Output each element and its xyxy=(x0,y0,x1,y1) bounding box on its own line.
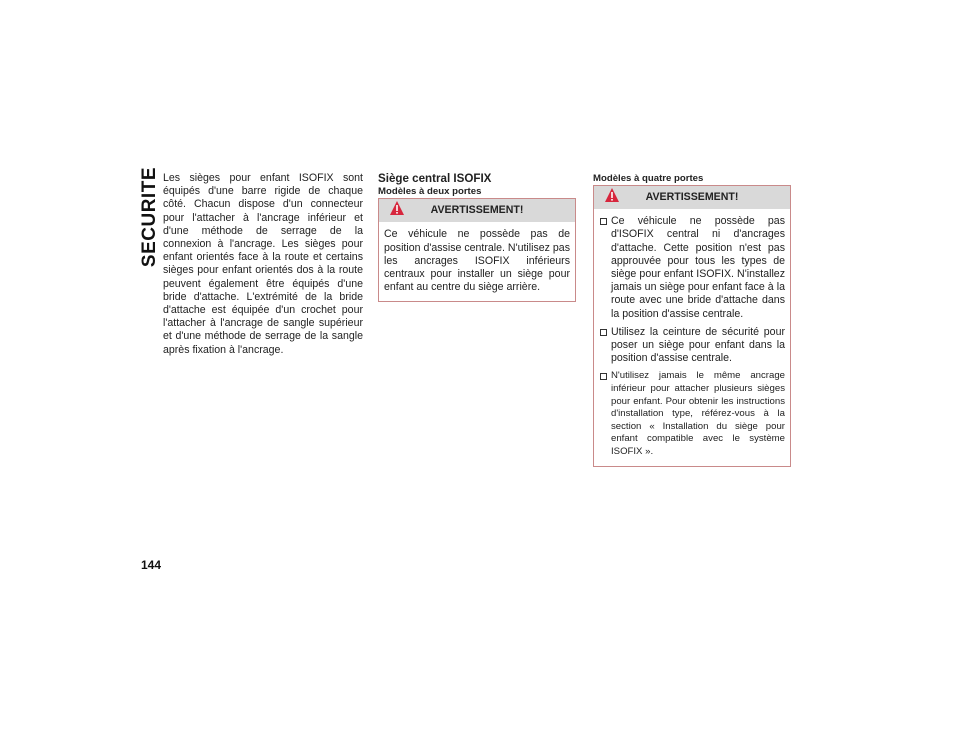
square-bullet-icon xyxy=(600,218,607,225)
warning-item-text: Utilisez la ceinture de sécurité pour poser un siège pour enfant dans la position d'assise centrale. xyxy=(611,325,785,365)
page-number: 144 xyxy=(141,558,162,572)
warning-list-item xyxy=(599,370,785,458)
intro-paragraph: Les sièges pour enfant ISOFIX sont équipés d'une barre rigide de chaque côté. Chacun dispose d'un connecteur pour l'attacher à l'ancrage inférieur et d'une méthode de serrage de la connexion à l'ancrage. Les sièges pour enfant orientés face à la route et certains sièges pour enfant orientés dos à la route peuvent également être équipés d'une bride d'attache. L'extrémité de la bride d'attache est équipée d'un crochet pour l'attacher à l'ancrage de sangle supérieur et d'une méthode de serrage de la sangle après fixation à l'ancrage. xyxy=(163,172,363,356)
warning-box-two-door xyxy=(378,198,576,302)
warning-list xyxy=(599,215,785,458)
section-title: SECURITE xyxy=(139,167,160,268)
column-intro xyxy=(163,172,363,357)
warning-triangle-icon xyxy=(604,187,620,203)
warning-header xyxy=(594,186,790,209)
warning-title: AVERTISSEMENT! xyxy=(430,204,524,217)
warning-list-item xyxy=(599,215,785,321)
warning-triangle-icon xyxy=(389,200,405,216)
warning-body xyxy=(594,209,790,465)
square-bullet-icon xyxy=(600,373,607,380)
section-heading: Siège central ISOFIX xyxy=(378,172,492,185)
subheading-two-door: Modèles à deux portes xyxy=(378,186,482,198)
subheading-four-door: Modèles à quatre portes xyxy=(593,173,704,184)
column-four-door xyxy=(593,172,793,467)
warning-text: Ce véhicule ne possède pas de position d'assise centrale. N'utilisez pas les ancrages ISOFIX inférieurs centraux pour installer un siège pour enfant au centre du siège arrière. xyxy=(384,228,570,294)
warning-title: AVERTISSEMENT! xyxy=(645,191,739,204)
warning-item-text: N'utilisez jamais le même ancrage inférieur pour attacher plusieurs sièges pour enfant. Pour obtenir les instructions d'installation type, référez-vous à la section « Installation du siège pour enfant compatible avec le système ISOFIX ». xyxy=(611,370,785,457)
warning-header xyxy=(379,199,575,222)
warning-list-item xyxy=(599,326,785,366)
warning-item-text: Ce véhicule ne possède pas d'ISOFIX central ni d'ancrages d'attache. Cette position n'est pas approuvée pour tous les types de siège pour enfant ISOFIX. N'installez jamais un siège pour enfant face à la route avec une bride d'attache dans la position d'assise centrale. xyxy=(611,215,785,320)
warning-body xyxy=(379,222,575,301)
square-bullet-icon xyxy=(600,329,607,336)
column-center-seat xyxy=(378,172,578,302)
warning-box-four-door xyxy=(593,185,791,466)
